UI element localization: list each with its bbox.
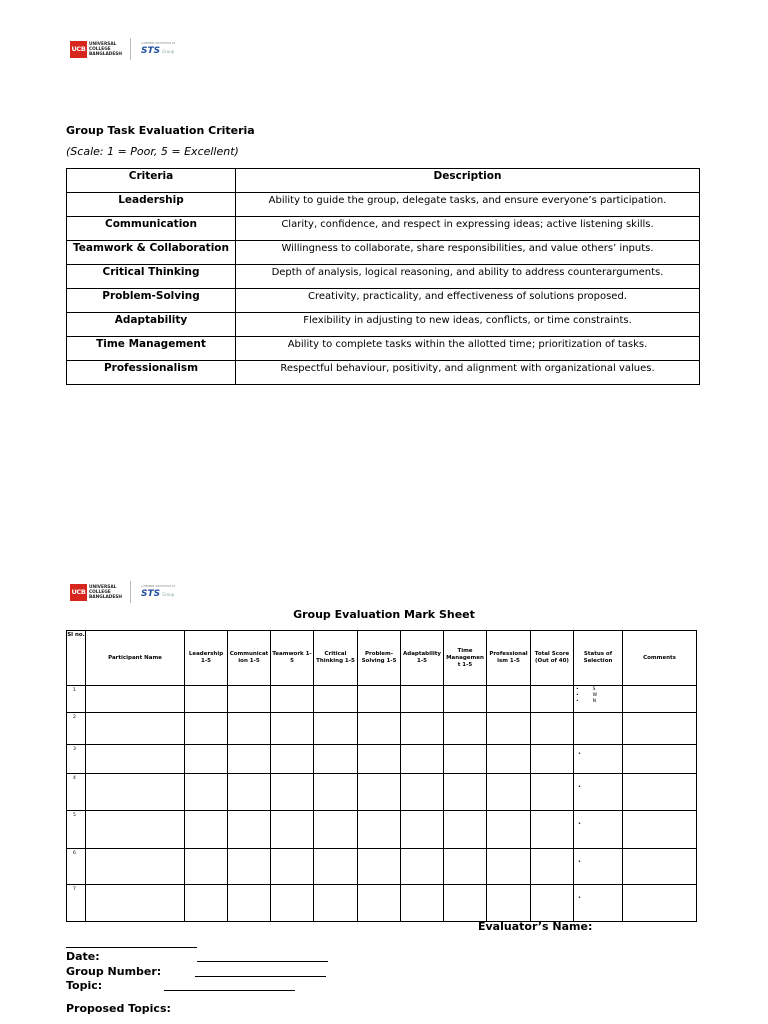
table-row (67, 849, 697, 885)
description-header: Description (236, 169, 700, 193)
status-bullet: • (578, 895, 581, 901)
score-cell[interactable] (185, 713, 228, 745)
participant-name-cell[interactable] (86, 686, 185, 713)
score-cell[interactable] (444, 686, 487, 713)
status-option-s[interactable]: S (592, 687, 596, 692)
score-cell[interactable] (401, 745, 444, 774)
criteria-description: Respectful behaviour, positivity, and alignment with organizational values. (236, 361, 700, 385)
status-cell[interactable] (574, 811, 623, 849)
score-cell[interactable] (228, 811, 271, 849)
logo-divider (130, 581, 131, 603)
ucb-logo-text: UNIVERSAL COLLEGE BANGLADESH (89, 584, 122, 600)
teamwork-header: Teamwork 1-5 (271, 631, 314, 686)
score-cell[interactable] (401, 774, 444, 811)
table-row (67, 774, 697, 811)
scale-note: (Scale: 1 = Poor, 5 = Excellent) (66, 145, 239, 158)
score-cell[interactable] (358, 713, 401, 745)
sts-logo-icon: STS (140, 46, 161, 56)
score-cell[interactable] (271, 774, 314, 811)
sts-logo-icon: STS (140, 589, 161, 599)
status-cell[interactable] (574, 774, 623, 811)
score-cell[interactable] (228, 885, 271, 922)
score-cell[interactable] (228, 745, 271, 774)
score-cell[interactable] (185, 811, 228, 849)
problem-solving-header: Problem-Solving 1-5 (358, 631, 401, 686)
participant-name-cell[interactable] (86, 774, 185, 811)
criteria-name: Professionalism (67, 361, 236, 385)
adaptability-header: Adaptability 1-5 (401, 631, 444, 686)
ucb-logo-text: UNIVERSAL COLLEGE BANGLADESH (89, 41, 122, 57)
score-cell[interactable] (487, 745, 531, 774)
sl-no: 2 (67, 713, 86, 745)
status-bullet: • (578, 821, 581, 827)
score-cell[interactable] (314, 686, 358, 713)
score-cell[interactable] (358, 885, 401, 922)
total-score-cell[interactable] (531, 745, 574, 774)
status-bullet: • (578, 751, 581, 757)
score-cell[interactable] (444, 885, 487, 922)
sl-no: 7 (67, 885, 86, 922)
score-cell[interactable] (487, 713, 531, 745)
professionalism-header: Professional ism 1-5 (487, 631, 531, 686)
score-cell[interactable] (314, 849, 358, 885)
table-row (67, 885, 697, 922)
comments-cell[interactable] (623, 811, 697, 849)
total-score-cell[interactable] (531, 849, 574, 885)
participant-name-cell[interactable] (86, 849, 185, 885)
criteria-title: Group Task Evaluation Criteria (66, 124, 255, 137)
criteria-description: Depth of analysis, logical reasoning, and ability to address counterarguments. (236, 265, 700, 289)
participant-name-cell[interactable] (86, 885, 185, 922)
date-label: Date: (66, 950, 100, 963)
sl-no: 1 (67, 686, 86, 713)
score-cell[interactable] (401, 885, 444, 922)
status-bullet: • (578, 859, 581, 865)
criteria-row (67, 241, 700, 265)
score-cell[interactable] (444, 811, 487, 849)
status-options: • • • S W N (576, 687, 598, 704)
criteria-row (67, 217, 700, 241)
criteria-name: Problem-Solving (67, 289, 236, 313)
score-cell[interactable] (444, 713, 487, 745)
score-cell[interactable] (444, 745, 487, 774)
status-option-w[interactable]: W (592, 693, 598, 698)
criteria-row (67, 193, 700, 217)
logo-divider (130, 38, 131, 60)
score-cell[interactable] (271, 713, 314, 745)
score-cell[interactable] (401, 686, 444, 713)
communication-header: Communicat ion 1-5 (228, 631, 271, 686)
total-score-header: Total Score (Out of 40) (531, 631, 574, 686)
criteria-row (67, 313, 700, 337)
status-cell[interactable] (574, 849, 623, 885)
comments-cell[interactable] (623, 849, 697, 885)
sl-no: 3 (67, 745, 86, 774)
score-cell[interactable] (271, 811, 314, 849)
table-row (67, 686, 697, 713)
criteria-name: Critical Thinking (67, 265, 236, 289)
score-cell[interactable] (314, 745, 358, 774)
comments-cell[interactable] (623, 885, 697, 922)
score-cell[interactable] (358, 811, 401, 849)
score-cell[interactable] (228, 849, 271, 885)
score-cell[interactable] (487, 811, 531, 849)
criteria-description: Ability to guide the group, delegate tasks, and ensure everyone’s participation. (236, 193, 700, 217)
participant-name-header: Participant Name (86, 631, 185, 686)
score-cell[interactable] (314, 885, 358, 922)
mark-sheet-table (66, 630, 697, 922)
score-cell[interactable] (228, 774, 271, 811)
participant-name-cell[interactable] (86, 713, 185, 745)
score-cell[interactable] (358, 686, 401, 713)
mark-sheet-title: Group Evaluation Mark Sheet (293, 608, 475, 621)
score-cell[interactable] (401, 713, 444, 745)
score-cell[interactable] (228, 713, 271, 745)
group-number-field[interactable] (195, 976, 326, 977)
participant-name-cell[interactable] (86, 811, 185, 849)
score-cell[interactable] (314, 774, 358, 811)
score-cell[interactable] (185, 885, 228, 922)
score-cell[interactable] (271, 745, 314, 774)
criteria-row (67, 361, 700, 385)
comments-cell[interactable] (623, 774, 697, 811)
criteria-row (67, 265, 700, 289)
status-cell[interactable] (574, 885, 623, 922)
ucb-logo-icon: UCB (70, 41, 87, 58)
criteria-row (67, 289, 700, 313)
total-score-cell[interactable] (531, 713, 574, 745)
criteria-name: Communication (67, 217, 236, 241)
evaluator-name-label: Evaluator’s Name: (478, 920, 593, 933)
sl-no-header: Sl no. (67, 631, 86, 686)
comments-cell[interactable] (623, 745, 697, 774)
score-cell[interactable] (487, 849, 531, 885)
proposed-topics-label: Proposed Topics: (66, 1002, 171, 1015)
criteria-row (67, 337, 700, 361)
criteria-name: Teamwork & Collaboration (67, 241, 236, 265)
score-cell[interactable] (271, 849, 314, 885)
score-cell[interactable] (358, 849, 401, 885)
critical-thinking-header: Critical Thinking 1-5 (314, 631, 358, 686)
status-option-n[interactable]: N (592, 699, 597, 704)
score-cell[interactable] (401, 811, 444, 849)
criteria-name: Adaptability (67, 313, 236, 337)
topic-field[interactable] (164, 990, 295, 991)
status-bullet: • (578, 784, 581, 790)
status-header: Status of Selection (574, 631, 623, 686)
table-row (67, 811, 697, 849)
sheet-logo (70, 581, 175, 603)
header-logo (70, 38, 175, 60)
criteria-table (66, 168, 700, 385)
evaluator-name-field[interactable] (66, 947, 197, 948)
score-cell[interactable] (185, 849, 228, 885)
score-cell[interactable] (228, 686, 271, 713)
score-cell[interactable] (358, 774, 401, 811)
score-cell[interactable] (271, 686, 314, 713)
date-field[interactable] (197, 961, 328, 962)
comments-header: Comments (623, 631, 697, 686)
score-cell[interactable] (314, 811, 358, 849)
criteria-name: Time Management (67, 337, 236, 361)
score-cell[interactable] (185, 745, 228, 774)
table-row (67, 745, 697, 774)
total-score-cell[interactable] (531, 885, 574, 922)
criteria-description: Creativity, practicality, and effectiveness of solutions proposed. (236, 289, 700, 313)
criteria-description: Willingness to collaborate, share responsibilities, and value others’ inputs. (236, 241, 700, 265)
comments-cell[interactable] (623, 713, 697, 745)
total-score-cell[interactable] (531, 686, 574, 713)
score-cell[interactable] (314, 713, 358, 745)
score-cell[interactable] (487, 774, 531, 811)
status-cell[interactable] (574, 745, 623, 774)
score-cell[interactable] (358, 745, 401, 774)
comments-cell[interactable] (623, 686, 697, 713)
criteria-name: Leadership (67, 193, 236, 217)
sl-no: 6 (67, 849, 86, 885)
sl-no: 4 (67, 774, 86, 811)
sl-no: 5 (67, 811, 86, 849)
table-row (67, 713, 697, 745)
topic-label: Topic: (66, 979, 103, 992)
score-cell[interactable] (271, 885, 314, 922)
total-score-cell[interactable] (531, 774, 574, 811)
criteria-description: Flexibility in adjusting to new ideas, conflicts, or time constraints. (236, 313, 700, 337)
score-cell[interactable] (444, 849, 487, 885)
status-cell[interactable] (574, 686, 623, 713)
leadership-header: Leadership 1-5 (185, 631, 228, 686)
criteria-header: Criteria (67, 169, 236, 193)
participant-name-cell[interactable] (86, 745, 185, 774)
score-cell[interactable] (185, 686, 228, 713)
group-number-label: Group Number: (66, 965, 162, 978)
score-cell[interactable] (185, 774, 228, 811)
score-cell[interactable] (444, 774, 487, 811)
score-cell[interactable] (401, 849, 444, 885)
criteria-description: Ability to complete tasks within the allotted time; prioritization of tasks. (236, 337, 700, 361)
score-cell[interactable] (487, 885, 531, 922)
ucb-logo-icon: UCB (70, 584, 87, 601)
score-cell[interactable] (487, 686, 531, 713)
status-cell[interactable] (574, 713, 623, 745)
criteria-description: Clarity, confidence, and respect in expressing ideas; active listening skills. (236, 217, 700, 241)
sts-logo: A MEMBER INSTITUTION OF STS Group (140, 585, 176, 599)
total-score-cell[interactable] (531, 811, 574, 849)
sts-logo: A MEMBER INSTITUTION OF STS Group (140, 42, 176, 56)
time-management-header: Time Managemen t 1-5 (444, 631, 487, 686)
